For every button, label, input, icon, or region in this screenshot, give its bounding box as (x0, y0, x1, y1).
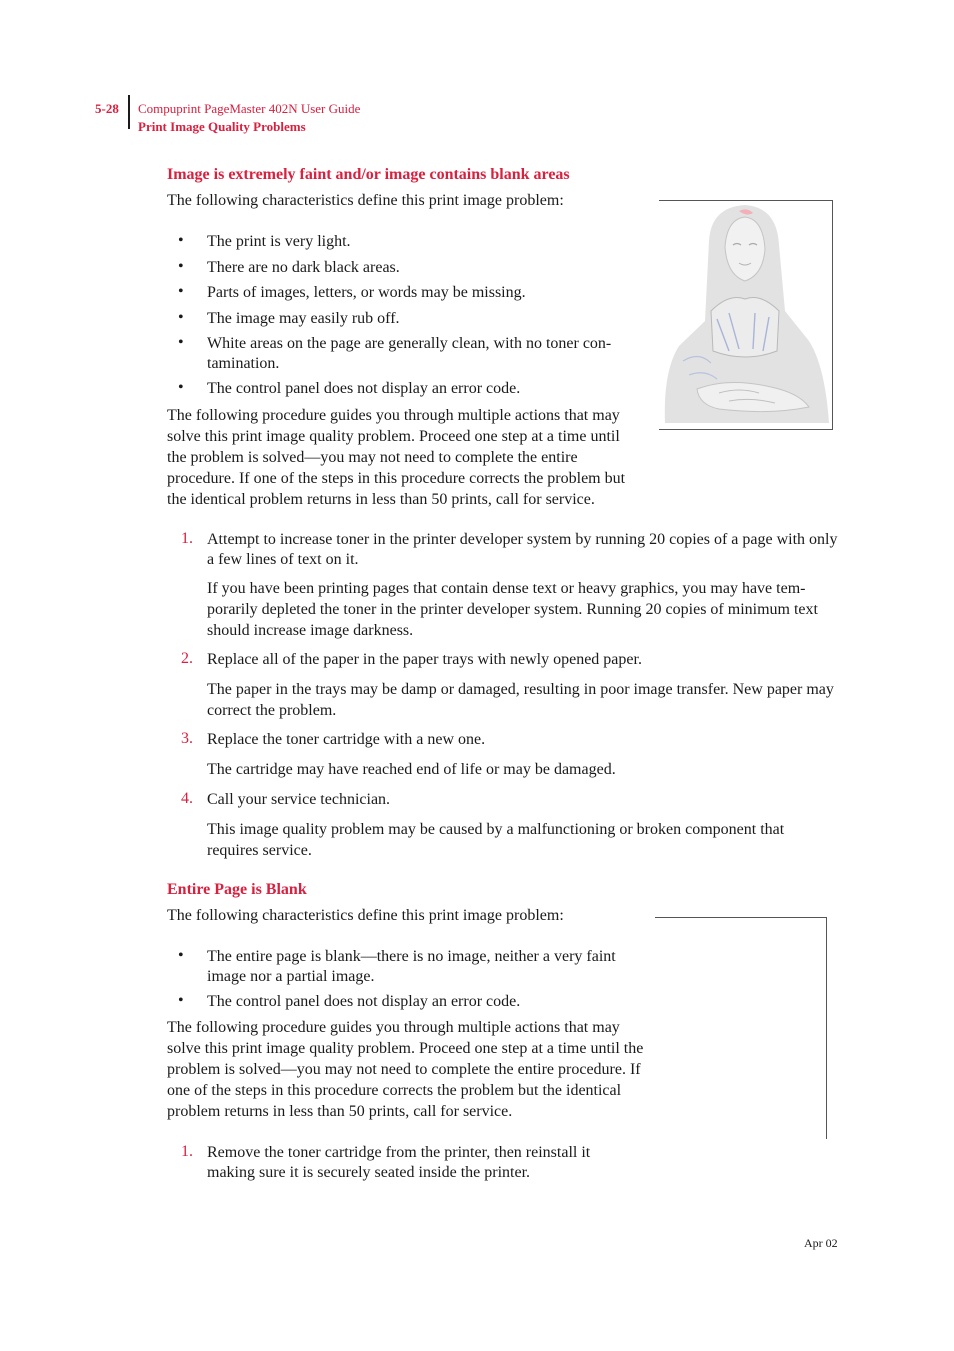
step-action: Attempt to increase toner in the printer developer system by running 20 copies of a page with only a few lines of text on it. (207, 531, 838, 568)
faint-portrait-image (659, 201, 831, 429)
blank-page-sample-figure (655, 917, 827, 1139)
step-action: Replace the toner cartridge with a new one. (207, 731, 486, 748)
faint-print-sample-figure (659, 200, 833, 430)
step-number: 1. (181, 1143, 193, 1160)
faint-image-heading: Image is extremely faint and/or image contains blank areas (167, 166, 570, 183)
list-item: White areas on the page are generally clean, with no toner con-tamination. (207, 335, 612, 372)
blank-page-intro: The following characteristics define this print image problem: (167, 907, 564, 924)
bullet-marker: • (178, 283, 184, 300)
guide-title: Compuprint PageMaster 402N User Guide (138, 101, 361, 116)
step-number: 1. (181, 530, 193, 547)
step-action: Call your service technician. (207, 791, 391, 808)
list-item: There are no dark black areas. (207, 259, 400, 276)
bullet-marker: • (178, 947, 184, 964)
list-item: The print is very light. (207, 233, 351, 250)
list-item: The image may easily rub off. (207, 310, 400, 327)
section-title: Print Image Quality Problems (138, 119, 306, 134)
bullet-marker: • (178, 379, 184, 396)
step-note: The paper in the trays may be damp or damaged, resulting in poor image transfer. New paper may correct the problem. (207, 681, 834, 719)
step-number: 2. (181, 650, 193, 667)
header-divider (128, 95, 130, 129)
bullet-marker: • (178, 232, 184, 249)
step-note: The cartridge may have reached end of life or may be damaged. (207, 761, 616, 778)
bullet-marker: • (178, 992, 184, 1009)
bullet-marker: • (178, 309, 184, 326)
step-action: Replace all of the paper in the paper trays with newly opened paper. (207, 651, 642, 668)
step-action: Remove the toner cartridge from the printer, then reinstall it making sure it is securely seated inside the printer. (207, 1144, 591, 1181)
step-number: 4. (181, 790, 193, 807)
blank-page-procedure-intro: The following procedure guides you through multiple actions that may solve this print image quality problem. Proceed one step at a time until the problem is solved—you may not need to complete the entire procedure. If one of the steps in this procedure corrects the problem but the identical problem returns in less than 50 prints, call for service. (167, 1019, 644, 1120)
list-item: The entire page is blank—there is no image, neither a very faint image nor a partial image. (207, 948, 616, 985)
step-note: This image quality problem may be caused by a malfunctioning or broken component that requires service. (207, 821, 785, 859)
list-item: Parts of images, letters, or words may be missing. (207, 284, 526, 301)
footer-date: Apr 02 (804, 1236, 838, 1250)
list-item: The control panel does not display an error code. (207, 380, 521, 397)
bullet-marker: • (178, 334, 184, 351)
bullet-marker: • (178, 258, 184, 275)
page-number: 5-28 (95, 101, 119, 116)
faint-image-procedure-intro: The following procedure guides you through multiple actions that may solve this print image quality problem. Proceed one step at a time until the problem is solved—you may not need to complete the entire procedure. If one of the steps in this procedure corrects the problem but the identical problem returns in less than 50 prints, call for service. (167, 407, 626, 508)
list-item: The control panel does not display an error code. (207, 993, 521, 1010)
blank-page-heading: Entire Page is Blank (167, 881, 307, 898)
faint-image-intro: The following characteristics define this print image problem: (167, 192, 564, 209)
step-number: 3. (181, 730, 193, 747)
step-note: If you have been printing pages that contain dense text or heavy graphics, you may have tem-porarily depleted the toner in the printer developer system. Running 20 copies of minimum text should increase image darkness. (207, 580, 818, 639)
